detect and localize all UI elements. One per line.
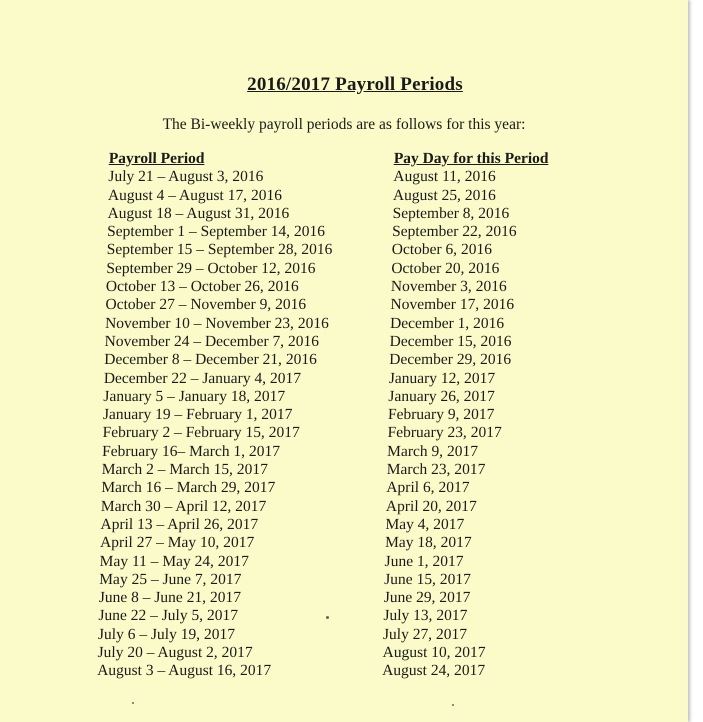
pay-day-row: September 8, 2016 xyxy=(392,204,510,222)
pay-day-row: November 17, 2016 xyxy=(390,296,515,314)
scan-speck xyxy=(326,616,329,619)
pay-day-row: March 23, 2017 xyxy=(386,461,486,479)
payroll-period-row: July 21 – August 3, 2016 xyxy=(108,168,264,186)
payroll-period-row: September 29 – October 12, 2016 xyxy=(106,259,316,277)
payroll-period-row: May 11 – May 24, 2017 xyxy=(99,552,250,570)
pay-day-row: February 9, 2017 xyxy=(387,406,495,424)
pay-day-column xyxy=(382,150,549,681)
payroll-period-row: July 6 – July 19, 2017 xyxy=(97,625,236,643)
pay-day-row: February 23, 2017 xyxy=(387,424,502,442)
payroll-period-list xyxy=(97,168,334,680)
pay-day-row: June 29, 2017 xyxy=(383,589,471,607)
payroll-period-row: February 2 – February 15, 2017 xyxy=(102,424,300,442)
pay-day-row: December 15, 2016 xyxy=(389,332,512,350)
payroll-period-row: October 13 – October 26, 2016 xyxy=(105,278,299,296)
payroll-period-row: September 1 – September 14, 2016 xyxy=(106,223,326,241)
pay-day-row: October 20, 2016 xyxy=(391,259,500,277)
pay-day-row: July 27, 2017 xyxy=(382,625,468,643)
page-subtitle: The Bi-weekly payroll periods are as follows for this year: xyxy=(162,116,526,133)
payroll-period-row: August 18 – August 31, 2016 xyxy=(107,204,290,222)
payroll-period-row: September 15 – September 28, 2016 xyxy=(106,241,333,259)
pay-day-row: June 15, 2017 xyxy=(384,570,471,588)
payroll-period-header: Payroll Period xyxy=(108,150,205,167)
payroll-period-row: August 3 – August 16, 2017 xyxy=(96,662,272,680)
pay-day-row: August 24, 2017 xyxy=(381,662,486,680)
pay-day-row: August 10, 2017 xyxy=(382,644,486,662)
payroll-period-row: December 22 – January 4, 2017 xyxy=(103,369,302,387)
payroll-period-row: October 27 – November 9, 2016 xyxy=(105,296,307,314)
pay-day-header: Pay Day for this Period xyxy=(393,150,549,167)
scan-speck xyxy=(452,704,454,706)
payroll-period-row: March 16 – March 29, 2017 xyxy=(101,479,276,497)
pay-day-row: August 11, 2016 xyxy=(393,168,496,186)
payroll-period-row: August 4 – August 17, 2016 xyxy=(107,186,283,204)
page-title: 2016/2017 Payroll Periods xyxy=(247,74,463,95)
pay-day-row: May 18, 2017 xyxy=(384,534,472,552)
pay-day-list xyxy=(382,168,548,680)
pay-day-row: May 4, 2017 xyxy=(385,515,465,533)
pay-day-row: August 25, 2016 xyxy=(392,186,497,204)
scan-speck xyxy=(132,702,134,704)
payroll-period-row: July 20 – August 2, 2017 xyxy=(97,644,253,662)
pay-day-row: September 22, 2016 xyxy=(391,223,517,241)
payroll-period-row: June 8 – June 21, 2017 xyxy=(98,589,242,607)
payroll-period-row: January 5 – January 18, 2017 xyxy=(103,387,286,405)
pay-day-row: June 1, 2017 xyxy=(384,552,464,570)
payroll-period-row: April 13 – April 26, 2017 xyxy=(100,515,259,533)
pay-day-row: April 6, 2017 xyxy=(386,479,470,497)
payroll-period-row: April 27 – May 10, 2017 xyxy=(99,534,255,552)
pay-day-row: November 3, 2016 xyxy=(390,278,507,296)
pay-day-row: March 9, 2017 xyxy=(386,442,479,460)
payroll-period-row: February 16– March 1, 2017 xyxy=(101,442,281,460)
pay-day-row: July 13, 2017 xyxy=(383,607,468,625)
payroll-period-row: January 19 – February 1, 2017 xyxy=(102,406,293,424)
pay-day-row: January 26, 2017 xyxy=(388,387,495,405)
payroll-period-row: March 2 – March 15, 2017 xyxy=(101,461,269,479)
pay-day-row: April 20, 2017 xyxy=(385,497,477,515)
payroll-period-row: May 25 – June 7, 2017 xyxy=(99,570,242,588)
pay-day-row: October 6, 2016 xyxy=(391,241,493,259)
payroll-period-row: November 24 – December 7, 2016 xyxy=(104,332,320,350)
pay-day-row: December 1, 2016 xyxy=(389,314,505,332)
payroll-period-row: November 10 – November 23, 2016 xyxy=(104,314,330,332)
payroll-period-column xyxy=(97,150,335,681)
payroll-period-row: June 22 – July 5, 2017 xyxy=(98,607,239,625)
payroll-period-row: March 30 – April 12, 2017 xyxy=(100,497,267,515)
pay-day-row: January 12, 2017 xyxy=(388,369,496,387)
payroll-period-row: December 8 – December 21, 2016 xyxy=(104,351,318,369)
pay-day-row: December 29, 2016 xyxy=(389,351,512,369)
